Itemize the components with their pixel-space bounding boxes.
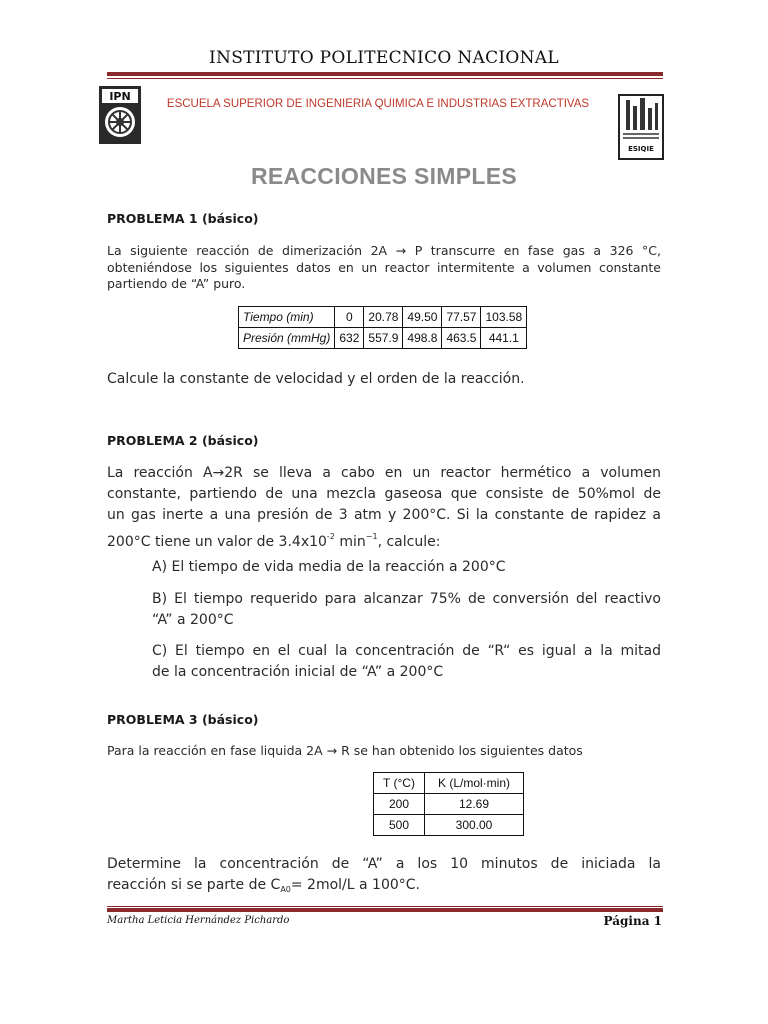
problem-3-intro: Para la reacción en fase liquida 2A → R se han obtenido los siguientes datos xyxy=(107,743,583,758)
table-cell: 200 xyxy=(374,794,425,815)
problem-2-text-line: constante, partiendo de una mezcla gaseosa que consiste de 50%mol de xyxy=(107,486,661,502)
problem-3-question-line xyxy=(107,875,661,900)
table-row xyxy=(374,794,524,815)
rate-constant-table xyxy=(373,772,524,836)
table-header-cell: K (L/mol·min) xyxy=(425,773,524,794)
table-row xyxy=(239,307,527,328)
problem-2-item-a xyxy=(152,557,661,578)
subscript: A0 xyxy=(280,885,291,894)
document-title: REACCIONES SIMPLES xyxy=(250,163,518,189)
table-cell: 498.8 xyxy=(403,328,442,349)
table-cell: 300.00 xyxy=(425,815,524,836)
table-row-label: Presión (mmHg) xyxy=(239,328,335,349)
table-cell: 500 xyxy=(374,815,425,836)
problem-2-text xyxy=(107,463,661,553)
table-cell: 557.9 xyxy=(364,328,403,349)
problem-2-unit-text: min xyxy=(334,534,366,550)
problem-2-constant-text: 200°C tiene un valor de 3.4x10 xyxy=(107,534,327,550)
table-cell: 103.58 xyxy=(481,307,527,328)
problem-1-text-line: obteniéndose los siguientes datos en un reactor intermitente a volumen constante xyxy=(107,259,661,275)
table-header-cell: T (°C) xyxy=(374,773,425,794)
school-name: ESCUELA SUPERIOR DE INGENIERIA QUIMICA E INDUSTRIAS EXTRACTIVAS xyxy=(166,98,590,110)
esiqie-logo-text: ESIQIE xyxy=(628,145,654,153)
problem-2-item-b xyxy=(152,589,661,631)
item-b-line: “A” a 200°C xyxy=(152,612,234,628)
header-rule-thin xyxy=(107,78,663,79)
table-row xyxy=(239,328,527,349)
table-cell: 49.50 xyxy=(403,307,442,328)
item-b-line: B) El tiempo requerido para alcanzar 75% de conversión del reactivo xyxy=(152,591,661,607)
item-c-line: de la concentración inicial de “A” a 200°C xyxy=(152,664,444,680)
problem-1-text-line: partiendo de “A” puro. xyxy=(107,276,246,291)
problem-1-text-line: La siguiente reacción de dimerización 2A → P transcurre en fase gas a 326 °C, xyxy=(107,243,661,258)
table-row-label: Tiempo (min) xyxy=(239,307,335,328)
problem-1-heading: PROBLEMA 1 (básico) xyxy=(107,211,259,226)
problem-3-question-line: Determine la concentración de “A” a los 10 minutos de iniciada la xyxy=(107,856,661,872)
problem-2-calcule-text: , calcule: xyxy=(377,534,441,550)
footer-rule-thin xyxy=(107,906,663,907)
table-cell: 12.69 xyxy=(425,794,524,815)
problem-2-text-line: un gas inerte a una presión de 3 atm y 200°C. Si la constante de rapidez a xyxy=(107,507,661,523)
page-number: Página 1 xyxy=(603,914,662,928)
problem-2-text-line: La reacción A→2R se lleva a cabo en un reactor hermético a volumen xyxy=(107,465,661,481)
exponent: −1 xyxy=(365,532,378,541)
problem-3-question-text: reacción si se parte de C xyxy=(107,877,281,893)
table-cell: 441.1 xyxy=(481,328,527,349)
header-rule-thick xyxy=(107,72,663,76)
problem-1-question: Calcule la constante de velocidad y el orden de la reacción. xyxy=(107,371,525,387)
table-row xyxy=(374,815,524,836)
table-header-row xyxy=(374,773,524,794)
table-cell: 632 xyxy=(335,328,364,349)
item-c-line: C) El tiempo en el cual la concentración de “R“ es igual a la mitad xyxy=(152,643,661,659)
problem-3-heading: PROBLEMA 3 (básico) xyxy=(107,712,259,727)
ipn-logo xyxy=(96,84,144,146)
table-cell: 463.5 xyxy=(442,328,481,349)
problem-1-text xyxy=(107,243,661,293)
pressure-time-table xyxy=(238,306,527,349)
institution-title: INSTITUTO POLITECNICO NACIONAL xyxy=(209,48,559,68)
table-cell: 77.57 xyxy=(442,307,481,328)
problem-2-item-c xyxy=(152,641,661,683)
exponent: -2 xyxy=(326,532,335,541)
table-cell: 0 xyxy=(335,307,364,328)
problem-3-question-text: = 2mol/L a 100°C. xyxy=(290,877,420,893)
problem-2-text-line xyxy=(107,526,661,553)
table-cell: 20.78 xyxy=(364,307,403,328)
item-a-text: A) El tiempo de vida media de la reacción a 200°C xyxy=(152,559,506,575)
problem-2-heading: PROBLEMA 2 (básico) xyxy=(107,433,259,448)
footer-author: Martha Leticia Hernández Pichardo xyxy=(107,915,290,926)
footer-rule-thick xyxy=(107,908,663,912)
esiqie-logo xyxy=(618,94,664,160)
ipn-logo-text: IPN xyxy=(109,90,131,103)
problem-3-question xyxy=(107,854,661,900)
